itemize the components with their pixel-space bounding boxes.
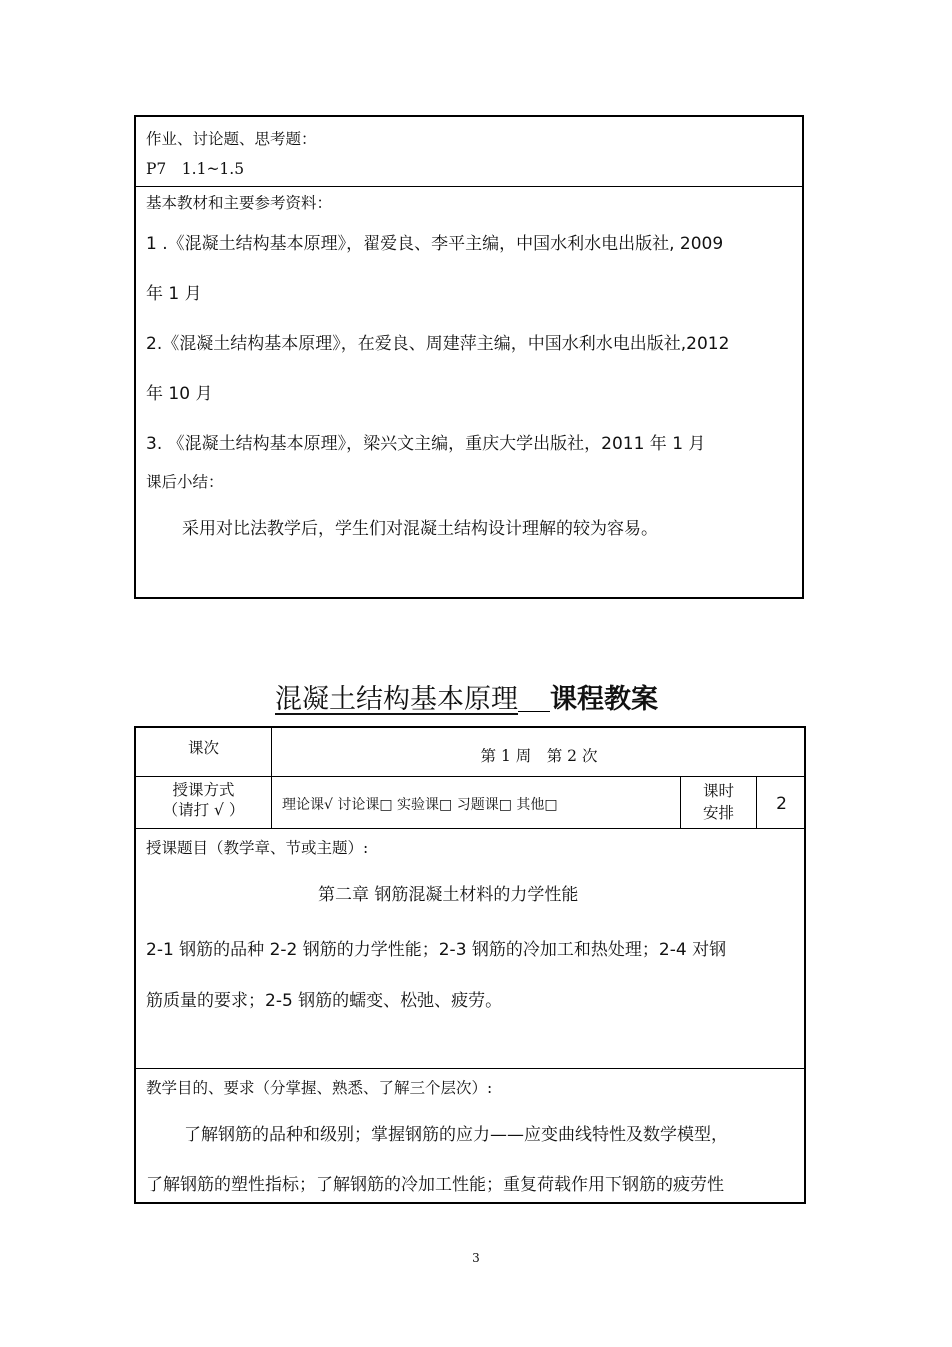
summary-label: 课后小结： bbox=[146, 473, 224, 491]
topic-line-2: 筋质量的要求；2-5 钢筋的蠕变、松弛、疲劳。 bbox=[146, 991, 503, 1011]
teaching-method-label bbox=[136, 780, 271, 820]
topic-line-1: 2-1 钢筋的品种 2-2 钢筋的力学性能；2-3 钢筋的冷加工和热处理；2-4 对钢 bbox=[146, 940, 727, 960]
topic-label: 授课题目（教学章、节或主题）: bbox=[146, 839, 369, 857]
chapter-title: 第二章 钢筋混凝土材料的力学性能 bbox=[318, 885, 579, 905]
goals-line-1: 了解钢筋的品种和级别；掌握钢筋的应力——应变曲线特性及数学模型， bbox=[184, 1125, 728, 1145]
class-hours-label-line-1: 课时 bbox=[702, 782, 734, 800]
title-label: 课程教案 bbox=[550, 684, 658, 715]
reference-2-line-2: 年 10 月 bbox=[146, 384, 213, 404]
divider bbox=[136, 776, 804, 777]
class-hours-label bbox=[681, 780, 756, 824]
reference-2-line-1: 2.《混凝土结构基本原理》，在爱良、周建萍主编，中国水利水电出版社,2012 bbox=[146, 334, 730, 354]
divider bbox=[136, 186, 802, 187]
teaching-method-options: 理论课√ 讨论课□ 实验课□ 习题课□ 其他□ bbox=[282, 797, 558, 813]
goals-line-2: 了解钢筋的塑性指标；了解钢筋的冷加工性能；重复荷载作用下钢筋的疲劳性 bbox=[146, 1175, 724, 1195]
homework-label: 作业、讨论题、思考题： bbox=[146, 130, 317, 148]
session-value: 第 1 周 第 2 次 bbox=[480, 747, 598, 765]
class-hours-label-line-2: 安排 bbox=[702, 804, 734, 822]
teaching-method-label-line-1: 授课方式 bbox=[172, 781, 235, 799]
homework-value: P7 1.1~1.5 bbox=[146, 160, 245, 178]
class-hours-value: 2 bbox=[776, 794, 787, 814]
summary-text: 采用对比法教学后，学生们对混凝土结构设计理解的较为容易。 bbox=[182, 519, 658, 539]
course-name: 混凝土结构基本原理 bbox=[275, 684, 518, 715]
session-label: 课次 bbox=[187, 739, 219, 757]
divider bbox=[271, 728, 272, 828]
title-underline-gap bbox=[518, 682, 550, 712]
reference-1-line-1: 1 .《混凝土结构基本原理》，翟爱良、李平主编，中国水利水电出版社, 2009 bbox=[146, 234, 724, 254]
divider bbox=[136, 828, 804, 829]
reference-3: 3. 《混凝土结构基本原理》，梁兴文主编，重庆大学出版社，2011 年 1 月 bbox=[146, 434, 706, 454]
page-title bbox=[275, 682, 658, 718]
lesson-plan-table bbox=[134, 726, 806, 1204]
reference-1-line-2: 年 1 月 bbox=[146, 284, 202, 304]
page-number: 3 bbox=[472, 1251, 480, 1265]
references-label: 基本教材和主要参考资料： bbox=[146, 194, 333, 212]
teaching-method-label-line-2: （请打 √ ） bbox=[162, 801, 245, 819]
divider bbox=[136, 1068, 804, 1069]
goals-label: 教学目的、要求（分掌握、熟悉、了解三个层次）: bbox=[146, 1079, 493, 1097]
homework-references-box bbox=[134, 115, 804, 599]
